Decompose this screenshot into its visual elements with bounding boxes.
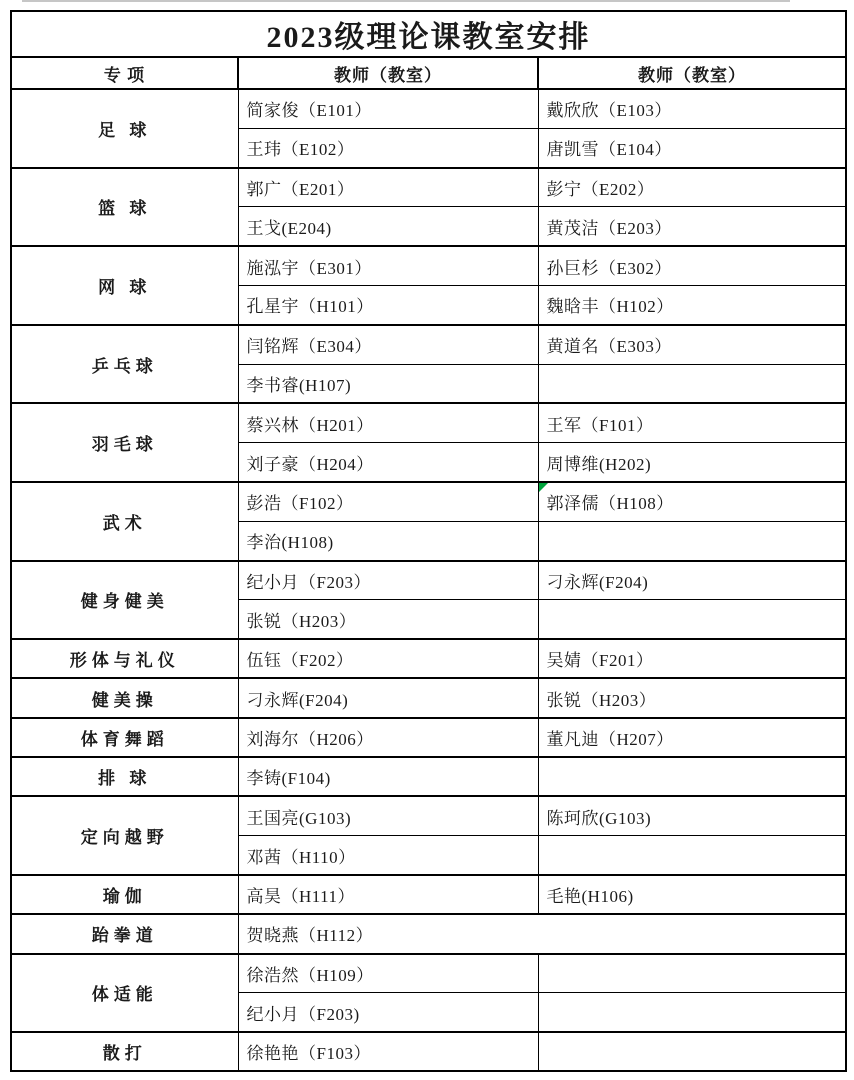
specialty-cell: 散打 [11, 1032, 238, 1071]
teacher-room-cell: 彭浩（F102） [238, 482, 538, 521]
teacher-room-cell: 邓茜（H110） [238, 836, 538, 875]
teacher-room-cell: 魏晗丰（H102） [538, 285, 846, 324]
scan-edge-artifact [22, 0, 790, 2]
teacher-room-cell: 伍钰（F202） [238, 639, 538, 678]
specialty-cell: 体育舞蹈 [11, 718, 238, 757]
table-row [11, 168, 846, 207]
teacher-room-cell: 刘子豪（H204） [238, 443, 538, 482]
table-row [11, 325, 846, 364]
teacher-room-cell: 高昊（H111） [238, 875, 538, 914]
teacher-room-cell: 黄茂洁（E203） [538, 207, 846, 246]
specialty-cell: 羽毛球 [11, 403, 238, 482]
teacher-room-cell: 王国亮(G103) [238, 796, 538, 835]
table-row [11, 89, 846, 128]
specialty-cell: 乒乓球 [11, 325, 238, 404]
table-row [11, 639, 846, 678]
table-row [11, 718, 846, 757]
specialty-cell: 排 球 [11, 757, 238, 796]
page-title: 2023级理论课教室安排 [11, 11, 846, 57]
teacher-room-cell: 张锐（H203） [538, 678, 846, 717]
schedule-table [10, 10, 847, 1072]
specialty-cell: 篮 球 [11, 168, 238, 247]
teacher-room-cell [538, 757, 846, 796]
specialty-cell: 定向越野 [11, 796, 238, 875]
table-row [11, 875, 846, 914]
teacher-room-cell: 李书睿(H107) [238, 364, 538, 403]
teacher-room-cell: 李治(H108) [238, 521, 538, 560]
teacher-room-cell: 唐凯雪（E104） [538, 128, 846, 167]
teacher-room-cell: 黄道名（E303） [538, 325, 846, 364]
teacher-room-cell [538, 600, 846, 639]
teacher-room-cell: 郭泽儒（H108） [538, 482, 846, 521]
title-row [11, 11, 846, 57]
teacher-room-cell: 刁永辉(F204) [238, 678, 538, 717]
sheet [10, 10, 847, 1072]
teacher-room-cell: 纪小月（F203） [238, 561, 538, 600]
table-row [11, 482, 846, 521]
teacher-room-cell: 孙巨杉（E302） [538, 246, 846, 285]
table-row [11, 403, 846, 442]
specialty-cell: 体适能 [11, 954, 238, 1033]
table-row [11, 1032, 846, 1071]
teacher-room-cell: 周博维(H202) [538, 443, 846, 482]
teacher-room-cell [538, 1032, 846, 1071]
teacher-room-cell [538, 954, 846, 993]
teacher-room-cell: 王戈(E204) [238, 207, 538, 246]
teacher-room-cell [538, 521, 846, 560]
table-row [11, 914, 846, 953]
teacher-room-cell: 闫铭辉（E304） [238, 325, 538, 364]
specialty-cell: 跆拳道 [11, 914, 238, 953]
table-row [11, 757, 846, 796]
cell-comment-marker-icon [539, 483, 548, 492]
teacher-room-cell: 刘海尔（H206） [238, 718, 538, 757]
table-row [11, 796, 846, 835]
table-row [11, 678, 846, 717]
specialty-cell: 健身健美 [11, 561, 238, 640]
teacher-room-cell: 董凡迪（H207） [538, 718, 846, 757]
teacher-room-cell: 徐艳艳（F103） [238, 1032, 538, 1071]
teacher-room-cell: 郭广（E201） [238, 168, 538, 207]
teacher-room-cell [538, 993, 846, 1032]
header-teacher-1: 教师（教室） [238, 57, 538, 89]
specialty-cell: 网 球 [11, 246, 238, 325]
specialty-cell: 瑜伽 [11, 875, 238, 914]
header-row [11, 57, 846, 89]
specialty-cell: 武术 [11, 482, 238, 561]
teacher-room-cell: 孔星宇（H101） [238, 285, 538, 324]
specialty-cell: 足 球 [11, 89, 238, 168]
teacher-room-cell: 简家俊（E101） [238, 89, 538, 128]
teacher-room-cell: 刁永辉(F204) [538, 561, 846, 600]
specialty-cell: 健美操 [11, 678, 238, 717]
teacher-room-cell: 王玮（E102） [238, 128, 538, 167]
teacher-room-cell: 彭宁（E202） [538, 168, 846, 207]
teacher-room-cell: 吴婧（F201） [538, 639, 846, 678]
teacher-room-cell: 戴欣欣（E103） [538, 89, 846, 128]
schedule-table-body [11, 89, 846, 1071]
teacher-room-cell: 纪小月（F203) [238, 993, 538, 1032]
teacher-room-cell: 施泓宇（E301） [238, 246, 538, 285]
table-row [11, 246, 846, 285]
teacher-room-cell: 贺晓燕（H112） [238, 914, 846, 953]
teacher-room-cell: 陈珂欣(G103) [538, 796, 846, 835]
teacher-room-cell: 毛艳(H106) [538, 875, 846, 914]
teacher-room-cell: 王军（F101） [538, 403, 846, 442]
header-specialty: 专 项 [11, 57, 238, 89]
teacher-room-cell [538, 364, 846, 403]
table-row [11, 954, 846, 993]
header-teacher-2: 教师（教室） [538, 57, 846, 89]
teacher-room-cell: 蔡兴林（H201） [238, 403, 538, 442]
teacher-room-cell [538, 836, 846, 875]
specialty-cell: 形体与礼仪 [11, 639, 238, 678]
teacher-room-cell: 张锐（H203） [238, 600, 538, 639]
teacher-room-cell: 李铸(F104) [238, 757, 538, 796]
table-row [11, 561, 846, 600]
teacher-room-cell: 徐浩然（H109） [238, 954, 538, 993]
